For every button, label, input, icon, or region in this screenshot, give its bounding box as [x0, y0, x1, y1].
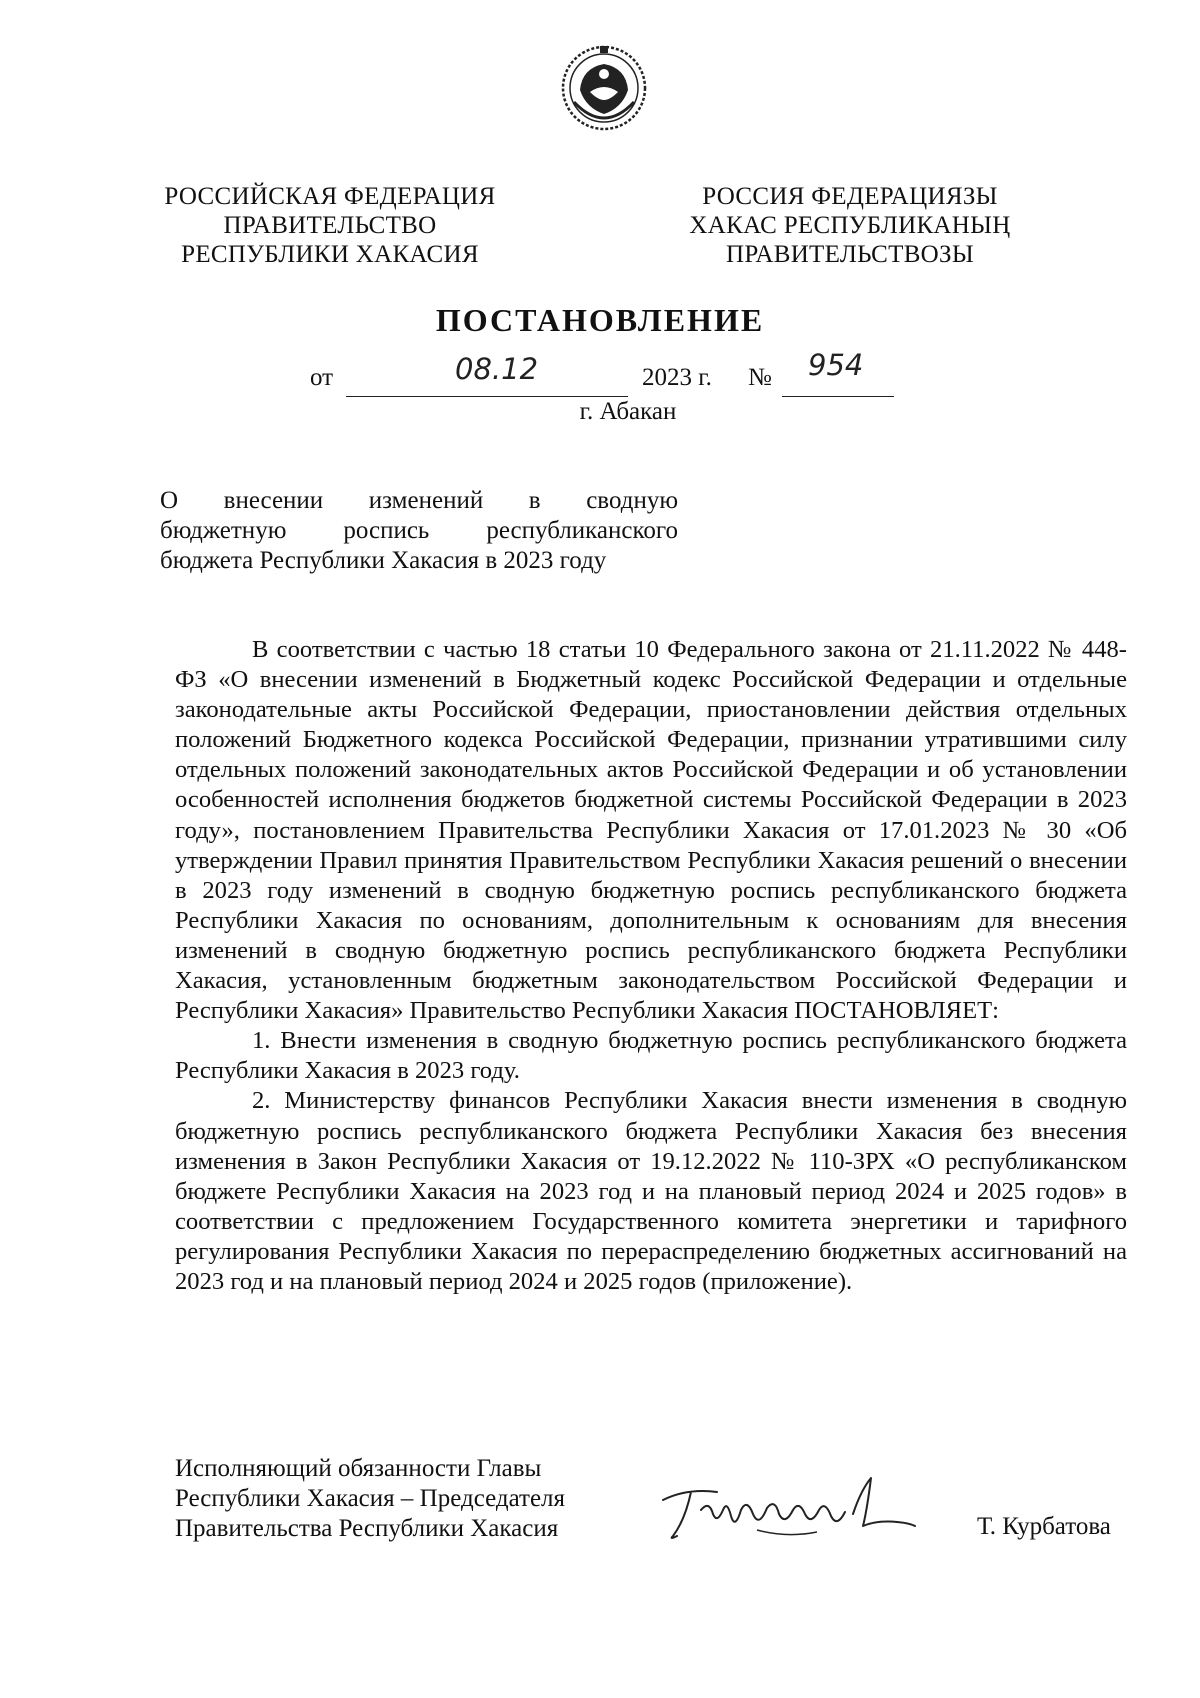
position-line-2: Республики Хакасия – Председателя [175, 1485, 566, 1512]
body-paragraph-1: В соответствии с частью 18 статьи 10 Федерального закона от 21.11.2022 № 448-ФЗ «О внесении изменений в Бюджетный кодекс Российской Федерации и отдельные законодательные акты Российской Федерации, приостановлении действия отдельных положений Бюджетного кодекса Российской Федерации, признании утратившими силу отдельных положений законодательных актов Российской Федерации и об установлении особенностей исполнения бюджетов бюджетной системы Российской Федерации в 2023 году», постановлением Правительства Республики Хакасия от 17.01.2023 № 30 «Об утверждении Правил принятия Правительством Республики Хакасия решений о внесении в 2023 году изменений в сводную бюджетную роспись республиканского бюджета Республики Хакасия по основаниям, дополнительным к основаниям для внесения изменений в сводную бюджетную роспись республиканского бюджета Республики Хакасия, установленным бюджетным законодательством Российской Федерации и Республики Хакасия» Правительство Республики Хакасия ПОСТАНОВЛЯЕТ: [175, 636, 1127, 1025]
header-right-line-2: ХАКАС РЕСПУБЛИКАНЫҢ [689, 212, 1011, 239]
subject-line-1: О внесении изменений в сводную [160, 487, 678, 514]
body-paragraph-3: 2. Министерству финансов Республики Хакасия внести изменения в сводную бюджетную роспись республиканского бюджета Республики Хакасия без внесения изменения в Закон Республики Хакасия от 19.12.2022 № 110-ЗРХ «О республиканском бюджете Республики Хакасия на 2023 год и на плановый период 2024 и 2025 годов» в соответствии с предложением Государственного комитета энергетики и тарифного регулирования Республики Хакасия по перераспределению бюджетных ассигнований на 2023 год и на плановый период 2024 и 2025 годов (приложение). [175, 1087, 1127, 1295]
header-left-line-3: РЕСПУБЛИКИ ХАКАСИЯ [181, 241, 479, 268]
subject-line-3: бюджета Республики Хакасия в 2023 году [160, 547, 607, 574]
body-paragraph-2: 1. Внести изменения в сводную бюджетную роспись республиканского бюджета Республики Хакасия в 2023 году. [175, 1027, 1127, 1085]
date-prefix: от [310, 364, 334, 391]
header-left-line-1: РОССИЙСКАЯ ФЕДЕРАЦИЯ [164, 183, 496, 210]
header-right-line-3: ПРАВИТЕЛЬСТВОЗЫ [726, 241, 974, 268]
city-label: г. Абакан [579, 398, 677, 425]
position-line-1: Исполняющий обязанности Главы [175, 1455, 542, 1482]
document-title: ПОСТАНОВЛЕНИЕ [435, 302, 765, 338]
number-label: № [748, 364, 772, 391]
date-number-line [0, 348, 1200, 400]
header-left-russian [150, 182, 510, 269]
header-left-line-2: ПРАВИТЕЛЬСТВО [223, 212, 437, 239]
document-body [175, 635, 1127, 1297]
handwritten-date: 08.12 [455, 352, 539, 386]
handwritten-signature [657, 1470, 917, 1550]
year-text: 2023 г. [642, 364, 712, 391]
coat-of-arms-emblem [560, 42, 648, 136]
handwritten-number: 954 [808, 348, 864, 382]
signatory-position [175, 1454, 565, 1544]
signer-name: Т. Курбатова [977, 1513, 1111, 1540]
header-right-line-1: РОССИЯ ФЕДЕРАЦИЯЗЫ [702, 183, 998, 210]
document-subject [160, 486, 678, 576]
subject-line-2: бюджетную роспись республиканского [160, 517, 678, 544]
header-right-khakas [650, 182, 1050, 269]
position-line-3: Правительства Республики Хакасия [175, 1515, 559, 1542]
